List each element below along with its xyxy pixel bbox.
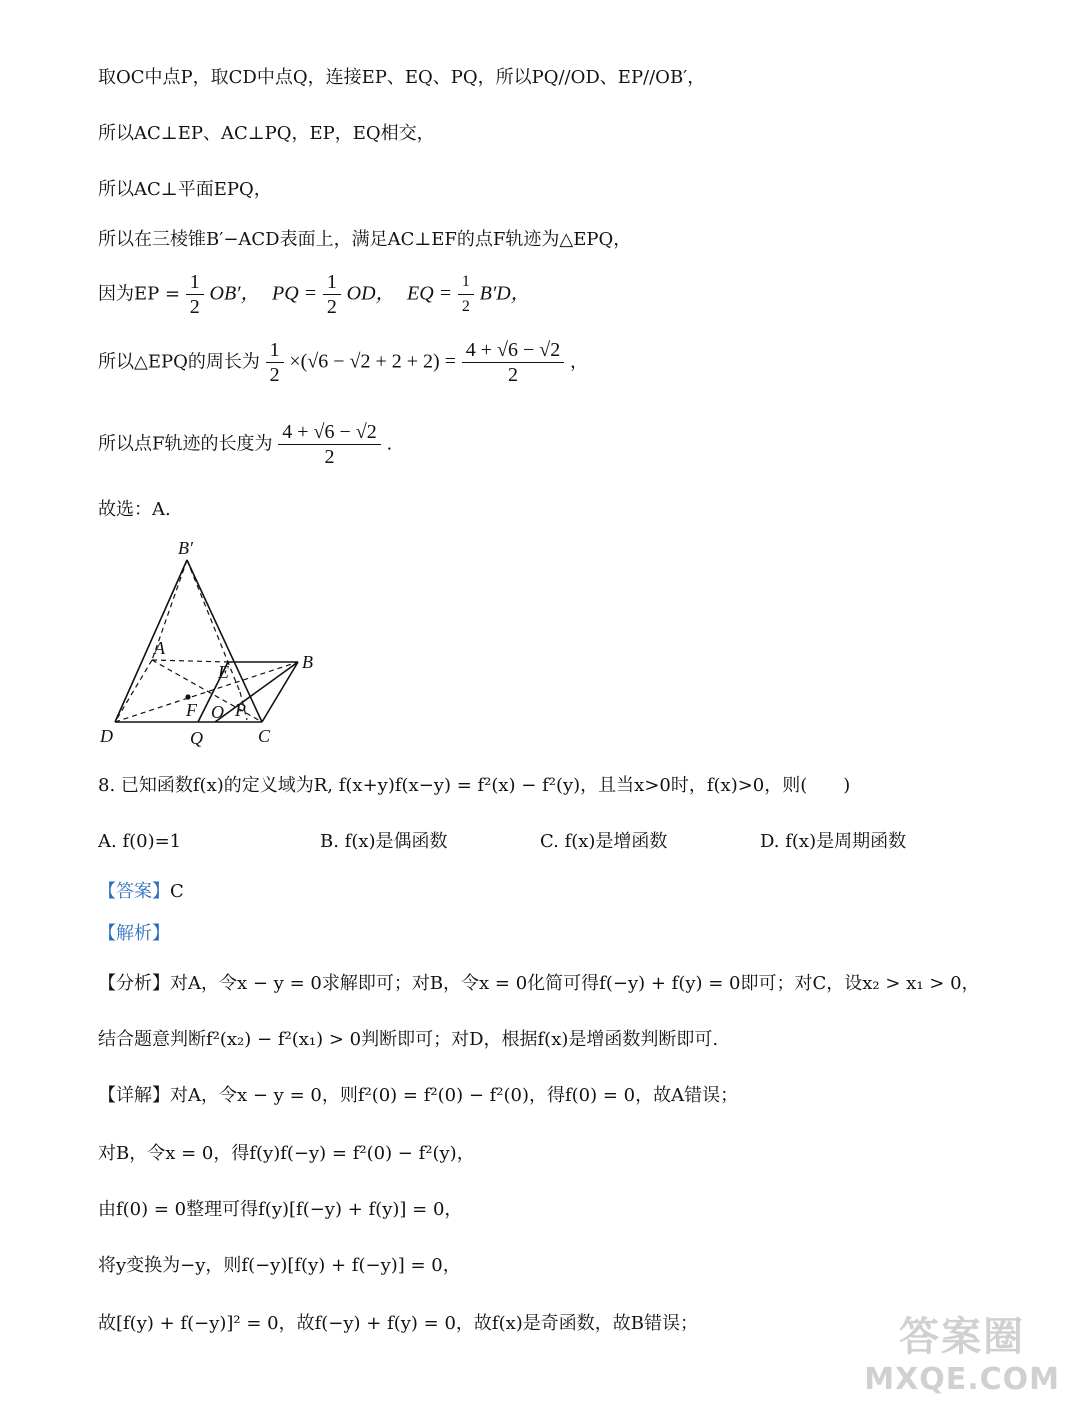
fraction-half: $\frac{1}{2}$ (458, 270, 474, 319)
analysis-tag-inline: 【分析】 (98, 973, 170, 994)
eq1-lead: 因为EP = (98, 283, 186, 305)
eq2-lead: 所以△EPQ的周长为 (98, 351, 260, 373)
fraction-half: $\frac{1}{2}$ (186, 270, 204, 319)
fraction-half: $\frac{1}{2}$ (266, 338, 284, 387)
label-a: A (154, 638, 165, 658)
label-b-prime: B′ (178, 538, 193, 558)
eq2-mid: ×(√6 − √2 + 2 + 2) = (289, 350, 456, 373)
text-line-1: 取OC中点P，取CD中点Q，连接EP、EQ、PQ，所以PQ//OD、EP//OB′， (98, 67, 706, 88)
eq2-tail: ， (569, 351, 588, 373)
eq3-tail: . (386, 433, 393, 455)
detail-line-3: 由f(0) = 0整理可得f(y)[f(−y) + f(y)] = 0， (98, 1199, 463, 1220)
detail-line-2: 对B，令x = 0，得f(y)f(−y) = f²(0) − f²(y)， (98, 1143, 475, 1164)
label-q: Q (190, 728, 203, 748)
watermark-line-2: MXQE.COM (864, 1362, 1060, 1397)
analysis-line-1: 【分析】对A，令x − y = 0求解即可；对B，令x = 0化简可得f(−y) + f(y) = 0即可；对C，设x₂ > x₁ > 0， (98, 973, 980, 994)
eq1-b: PQ = (272, 282, 318, 305)
label-o: O (211, 702, 224, 722)
fraction-result: $\frac{4 + √6 - √2}{2}$ (278, 420, 381, 469)
analysis-line-2: 结合题意判断f²(x₂) − f²(x₁) > 0判断即可；对D，根据f(x)是增函数判断即可. (98, 1029, 719, 1050)
pyramid-figure (90, 530, 330, 750)
label-f: F (186, 700, 197, 720)
answer-value: C (170, 881, 184, 902)
label-e: E (218, 662, 229, 682)
detail-tag: 【详解】 (98, 1085, 170, 1106)
eq3-lead: 所以点F轨迹的长度为 (98, 433, 273, 455)
eq1-e: B′D， (479, 282, 531, 305)
equation-length (98, 420, 392, 469)
label-b: B (302, 652, 313, 672)
label-c: C (258, 726, 271, 746)
detail-line-5: 故[f(y) + f(−y)]² = 0，故f(−y) + f(y) = 0，故f(x)是奇函数，故B错误； (98, 1313, 699, 1334)
watermark-line-1: 答案圈 (899, 1314, 1026, 1360)
eq1-c: OD， (346, 282, 396, 305)
text-line-2: 所以AC⊥EP、AC⊥PQ，EP，EQ相交， (98, 123, 435, 144)
option-b: B. f(x)是偶函数 (320, 831, 448, 852)
text-line-3: 所以AC⊥平面EPQ， (98, 179, 272, 200)
equation-perimeter (98, 338, 588, 387)
detail-line-1: 【详解】对A，令x − y = 0，则f²(0) = f²(0) − f²(0)，得f(0) = 0，故A错误； (98, 1085, 739, 1106)
option-c: C. f(x)是增函数 (540, 831, 668, 852)
answer-line (98, 878, 184, 906)
label-d: D (100, 726, 113, 746)
text-line-4: 所以在三棱锥B′−ACD表面上，满足AC⊥EF的点F轨迹为△EPQ， (98, 229, 632, 250)
fraction-result: $\frac{4 + √6 - √2}{2}$ (462, 338, 565, 387)
question-8-stem: 8. 已知函数f(x)的定义域为R, f(x+y)f(x−y) = f²(x) − f²(y)，且当x>0时，f(x)>0，则( ) (98, 775, 851, 796)
fraction-half: $\frac{1}{2}$ (323, 270, 341, 319)
option-d: D. f(x)是周期函数 (760, 831, 907, 852)
eq1-a: OB′， (209, 282, 261, 305)
equation-lengths (98, 270, 531, 319)
label-p: P (235, 700, 246, 720)
option-a: A. f(0)=1 (98, 831, 182, 852)
choice-line: 故选：A. (98, 499, 171, 520)
detail-line-4: 将y变换为−y，则f(−y)[f(y) + f(−y)] = 0， (98, 1255, 461, 1276)
watermark (864, 1305, 1060, 1397)
answer-tag: 【答案】 (98, 881, 170, 902)
eq1-d: EQ = (406, 282, 453, 305)
analysis-tag: 【解析】 (98, 923, 170, 944)
